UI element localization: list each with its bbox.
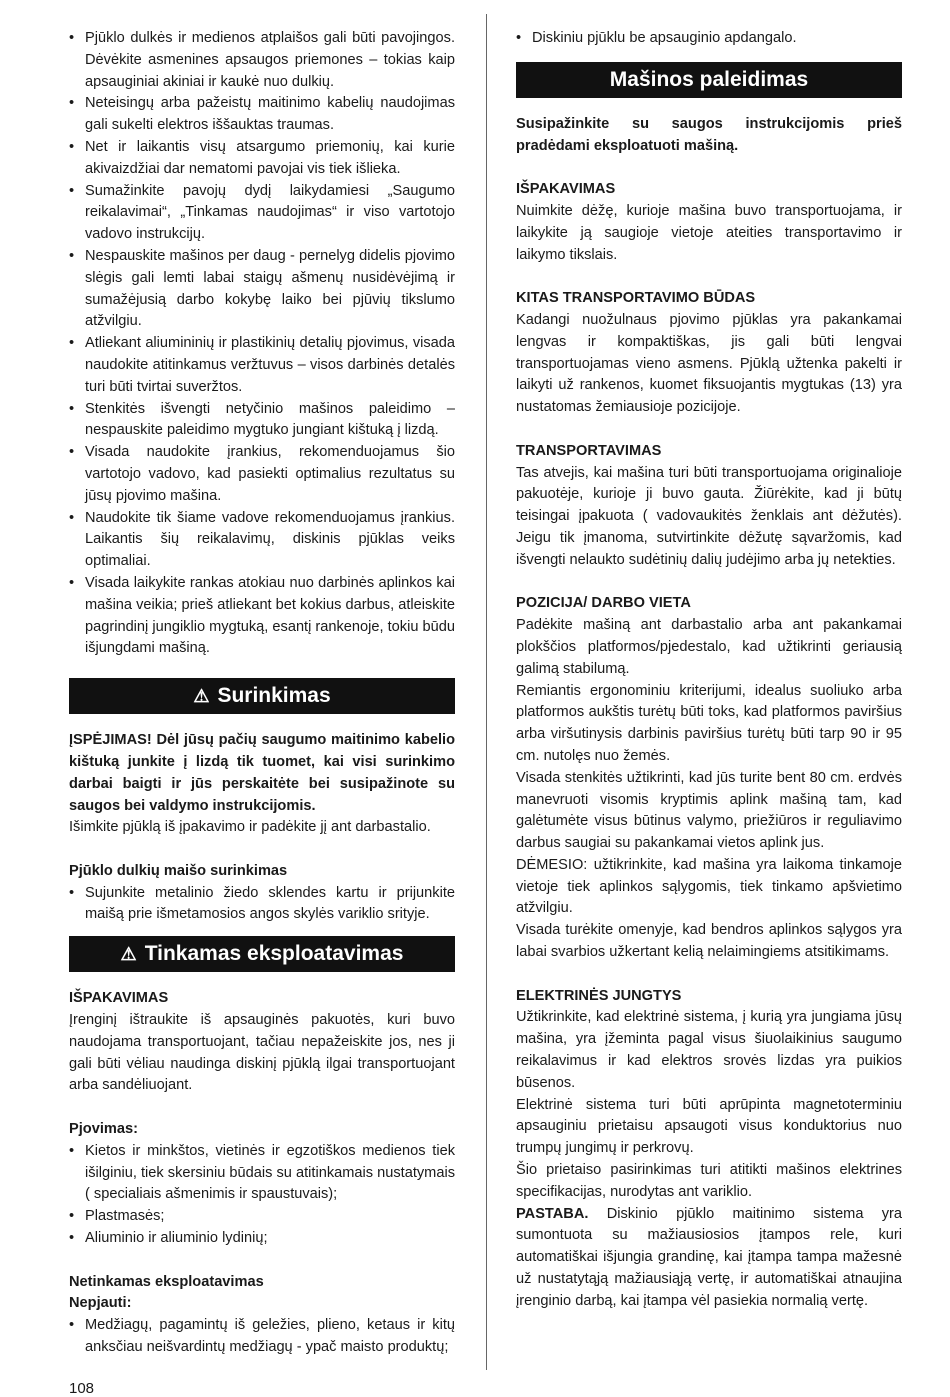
dust-bag-list (69, 883, 455, 927)
section-title: Tinkamas eksploatavimas (144, 942, 404, 966)
paragraph: Padėkite mašiną ant darbastalio arba ant pakankamai plokščios platformos/pjedestalo, kad užtikrinti geriausią galimą stabilumą. (516, 617, 902, 677)
subheading: Pjovimas: (69, 1121, 138, 1138)
paragraph: Kadangi nuožulnaus pjovimo pjūklas yra pakankamai lengvas ir kompaktiškas, jis gali būti lengvai transportuojamas vieno asmens. Pjūklą užtenka pakelti ir laikyti už rankenos, kuomet fiksuojantis mygtukas (13) yra nustatomas žemiausioje pozicijoje. (516, 311, 902, 416)
left-column (69, 28, 455, 1359)
paragraph: Nuimkite dėžę, kurioje mašina buvo transportuojama, ir laikykite ją saugioje vietoje ateities transportavimo ir laikymo tikslais. (516, 202, 902, 263)
subheading: IŠPAKAVIMAS (69, 990, 169, 1007)
list-item: • Pjūklo dulkės ir medienos atplaišos gali būti pavojingos. Dėvėkite asmenines apsaugos priemones – tokias kaip apsauginiai akiniai ir kaukė nuo dulkių. (69, 28, 455, 93)
list-item: • Stenkitės išvengti netyčinio mašinos paleidimo – nespauskite paleidimo mygtuko jungiant kištuką į lizdą. (69, 399, 455, 443)
column-divider (486, 14, 487, 1370)
subheading: IŠPAKAVIMAS (516, 181, 616, 198)
no-cut-list (69, 1315, 455, 1359)
paragraph: Tas atvejis, kai mašina turi būti transportuojama originalioje pakuotėje, kurioje ji buvo gauta. Žiūrėkite, kad ji būtų teisingai įpakuota ( vadovaukitės ženklais ant dėžutės). Jeigu tik įmanoma, sutvirtinkite dėžutę sąvaržomis, kad išvengti nelaukto sudėtinių dalių judėjimo arba jų netekties. (516, 464, 902, 568)
paragraph: Elektrinė sistema turi būti aprūpinta magnetoterminiu apsauginiu prietaisu apsaugoti visus konduktorius nuo trumpų jungimų ir perkrovų. (516, 1096, 902, 1157)
subheading: Netinkamas eksploatavimas (69, 1273, 264, 1290)
subheading: Pjūklo dulkių maišo surinkimas (69, 862, 288, 879)
list-item: • Sujunkite metalinio žiedo sklendes kartu ir prijunkite maišą prie išmetamosios angos skylės variklio srityje. (69, 883, 455, 927)
section-title: Surinkimas (217, 684, 331, 708)
subheading: POZICIJA/ DARBO VIETA (516, 595, 691, 612)
subheading: ELEKTRINĖS JUNGTYS (516, 987, 682, 1004)
subheading: TRANSPORTAVIMAS (516, 442, 662, 459)
list-item: • Neteisingų arba pažeistų maitinimo kabelių naudojimas gali sukelti elektros iššauktas traumas. (69, 93, 455, 137)
paragraph: Įrenginį ištraukite iš apsauginės pakuotės, kuri buvo naudojama transportuojant, tačiau nepažeiskite jos, nes ji gali būti vėliau naudinga diskinį pjūklą ilgai transportuojant arba sandėliuojant. (69, 1012, 455, 1094)
warning-paragraph: ĮSPĖJIMAS! Dėl jūsų pačių saugumo maitinimo kabelio kištuką junkite į lizdą tik tuomet, kai visi surinkimo darbai baigti ir jūs perskaitėte bei susipažinote su saugos bei valdymo instrukcijomis. (69, 732, 455, 814)
paragraph: Išimkite pjūklą iš įpakavimo ir padėkite jį ant darbastalio. (69, 819, 431, 836)
section-header-startup (516, 62, 902, 98)
list-item: • Sumažinkite pavojų dydį laikydamiesi „Saugumo reikalavimai“, „Tinkamas naudojimas“ ir viso vartotojo vadovo instrukcijų. (69, 181, 455, 246)
list-item: • Nespauskite mašinos per daug - pernelyg didelis pjovimo slėgis gali lemti labai staigų ašmenų nusidėvėjimą ir sumažėjusią darbo kokybę laiko bei pjūvių tikslumo atžvilgiu. (69, 246, 455, 333)
paragraph: Remiantis ergonominiu kriterijumi, idealus suoliuko arba platformos aukštis turėtų būti toks, kad platformos paviršius arba viršutinysis darbinis paviršius turėtų būti tarp 90 ir 95 cm. nutolęs nuo žemės. (516, 682, 902, 764)
paragraph: Visada stenkitės užtikrinti, kad jūs turite bent 80 cm. erdvės manevruoti visomis kryptimis aplink mašiną tam, kad galėtumėte visus būtinus valymo, priežiūros ir reguliavimo darbus saugiai su pakankamai vietos aplink jus. (516, 769, 902, 852)
list-item: • Atliekant aliumininių ir plastikinių detalių pjovimus, visada naudokite atitinkamus veržtuvus – visos darbinės detalės turi būti tvirtai suveržtos. (69, 333, 455, 398)
list-item: • Plastmasės; (69, 1206, 455, 1228)
list-item: • Net ir laikantis visų atsargumo priemonių, kai kurie akivaizdžiai dar nematomi pavojai vis tiek išlieka. (69, 137, 455, 181)
subheading: KITAS TRANSPORTAVIMO BŪDAS (516, 290, 756, 307)
paragraph: DĖMESIO: užtikrinkite, kad mašina yra laikoma tinkamoje vietoje tiek aplinkos sąlygomis, tiek tinkamo apšvietimo atžvilgiu. (516, 856, 902, 917)
cutting-list (69, 1141, 455, 1250)
list-item: • Aliuminio ir aliuminio lydinių; (69, 1228, 455, 1250)
section-title: Mašinos paleidimas (609, 67, 809, 91)
paragraph: Užtikrinkite, kad elektrinė sistema, į kurią yra jungiama jūsų mašina, yra įžeminta pagal visus šiuolaikinius saugumo reikalavimus ir kad elektros srovės lizdas yra puikios būsenos. (516, 1009, 902, 1091)
list-item: • Visada naudokite įrankius, rekomenduojamus šio vartotojo vadovo, kad pasiekti optimalius rezultatus su jūsų pjovimo mašina. (69, 442, 455, 507)
list-item: • Medžiagų, pagamintų iš geležies, plieno, ketaus ir kitų anksčiau neišvardintų medžiagų - ypač maisto produktų; (69, 1315, 455, 1359)
intro-paragraph: Susipažinkite su saugos instrukcijomis prieš pradėdami eksploatuoti mašiną. (516, 115, 902, 154)
continued-list (516, 28, 902, 50)
safety-bullet-list (69, 28, 455, 660)
note-paragraph (516, 1204, 902, 1313)
note-text: Diskinio pjūklo maitinimo sistema yra sumontuota su mažiausiosios įtampos rele, kuri automatiškai išjungia grandinę, kai įtampa tampa mažesnė už nustatytąją mažiausiąją vertę, ir automatiškai atnaujina įrenginio darbą, kai įtampa vėl pasiekia normalią vertę. (516, 1205, 902, 1309)
section-header-assembly (69, 678, 455, 714)
section-header-proper-use (69, 936, 455, 972)
paragraph: Visada turėkite omenyje, kad bendros aplinkos sąlygos yra labai svarbios užkertant kelią nelaimingiems atsitikimams. (516, 922, 902, 961)
right-column (516, 28, 902, 1313)
warning-triangle-icon: ⚠ (193, 686, 210, 707)
subheading: Nepjauti: (69, 1295, 132, 1312)
list-item: • Kietos ir minkštos, vietinės ir egzotiškos medienos tiek išilginiu, tiek skersiniu būdais su atitinkamais nustatymais ( specialiais ašmenimis ir spaustuvais); (69, 1141, 455, 1206)
note-label: PASTABA. (516, 1205, 589, 1222)
paragraph: Šio prietaiso pasirinkimas turi atitikti mašinos elektrines specifikacijas, nurodytas ant variklio. (516, 1162, 902, 1200)
list-item: • Diskiniu pjūklu be apsauginio apdangalo. (516, 28, 902, 50)
list-item: • Visada laikykite rankas atokiau nuo darbinės aplinkos kai mašina veikia; prieš atliekant bet kokius darbus, atleiskite pagrindinį jungiklio mygtuką, esantį rankenoje, tokiu būdu išjungdami mašiną. (69, 573, 455, 660)
page-number: 108 (69, 1380, 95, 1397)
warning-triangle-icon: ⚠ (120, 944, 137, 965)
list-item: • Naudokite tik šiame vadove rekomenduojamus įrankius. Laikantis šių reikalavimų, diskinis pjūklas veiks optimaliai. (69, 508, 455, 573)
